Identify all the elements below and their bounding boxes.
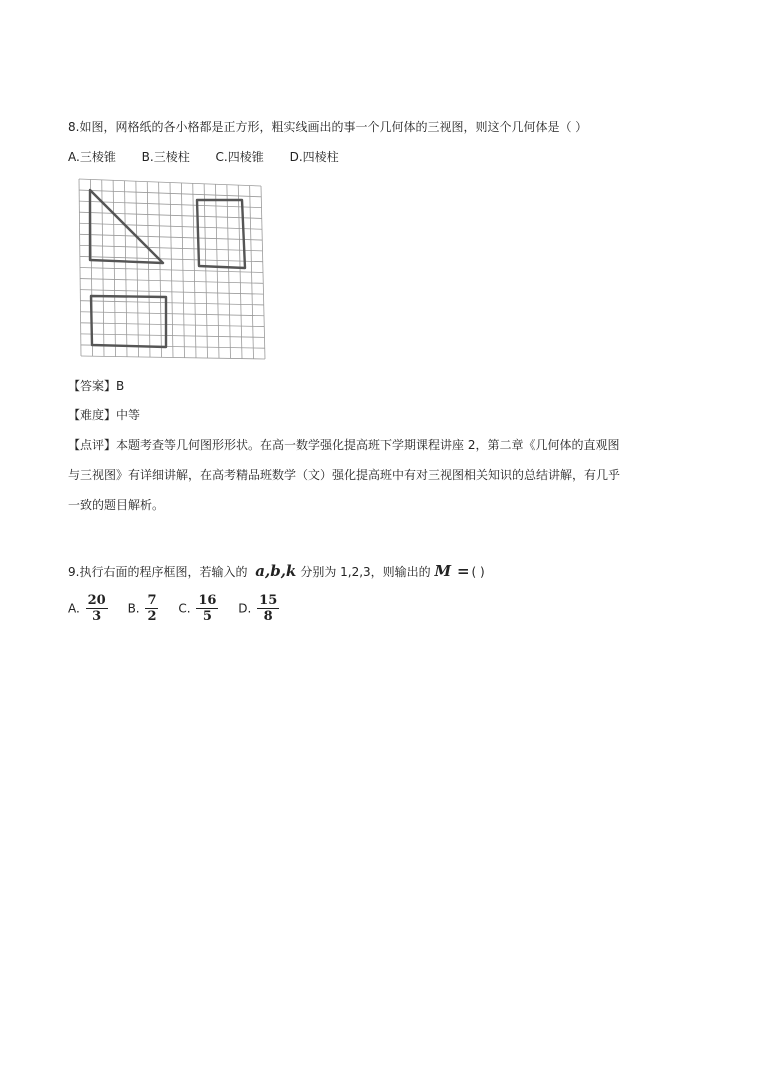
q9-choice-b-label: B. [127, 601, 140, 616]
q9-choice-d-label: D. [238, 601, 252, 616]
q8-option-c: C.四棱锥 [215, 150, 264, 164]
q9-choice-c-denominator: 5 [202, 609, 212, 624]
q9-choice-a-label: A. [68, 601, 80, 616]
q9-choice-a-fraction [86, 593, 108, 624]
q9-stem-suffix: ( ) [471, 565, 485, 579]
q9-choice-a-numerator: 20 [87, 593, 106, 608]
q9-choice-b [128, 593, 161, 624]
q9-stem-prefix: 9.执行右面的程序框图，若输入的 [68, 565, 248, 579]
q9-choice-d [238, 593, 281, 624]
q8-option-d: D.四棱柱 [289, 150, 339, 164]
q8-comment-line2: 与三视图》有详细讲解，在高考精品班数学（文）强化提高班中有对三视图相关知识的总结讲解，有几乎 [68, 468, 621, 482]
q9-choice-a [68, 593, 110, 624]
q9-choice-c [178, 593, 220, 624]
q9-stem-mid: 分别为 1,2,3，则输出的 [300, 565, 431, 579]
q8-comment-line1: 【点评】本题考查等几何图形形状。在高一数学强化提高班下学期课程讲座 2，第二章《几何体的直观图 [68, 438, 620, 452]
three-view-figure [77, 176, 267, 362]
q9-choices [68, 593, 295, 624]
q9-choice-c-fraction [196, 593, 218, 624]
q9-output-var: M [434, 562, 452, 580]
q9-choice-d-denominator: 8 [263, 609, 273, 624]
q8-answer: 【答案】B [68, 379, 125, 393]
q9-choice-c-label: C. [178, 601, 191, 616]
q8-options [68, 149, 339, 165]
rectangle-view [91, 296, 166, 347]
square-view [197, 200, 245, 268]
q8-difficulty: 【难度】中等 [68, 408, 141, 422]
q9-choice-b-fraction [145, 593, 158, 624]
q8-comment-line3: 一致的题目解析。 [68, 498, 165, 512]
q9-vars: a,b,k [255, 562, 297, 580]
q8-option-a: A.三棱锥 [68, 150, 116, 164]
q9-choice-b-numerator: 7 [147, 593, 157, 608]
q9-choice-d-numerator: 15 [259, 593, 278, 608]
triangle-view [90, 190, 163, 263]
grid-figure-svg [77, 176, 267, 362]
q9-stem [68, 562, 485, 581]
q9-choice-b-denominator: 2 [147, 609, 157, 624]
q8-stem: 8.如图，网格纸的各小格都是正方形，粗实线画出的事一个几何体的三视图，则这个几何体是（ ） [68, 120, 588, 134]
q9-choice-a-denominator: 3 [92, 609, 102, 624]
q9-choice-d-fraction [257, 593, 279, 624]
q9-equals: = [456, 562, 470, 580]
q8-option-b: B.三棱柱 [141, 150, 190, 164]
q9-choice-c-numerator: 16 [198, 593, 217, 608]
